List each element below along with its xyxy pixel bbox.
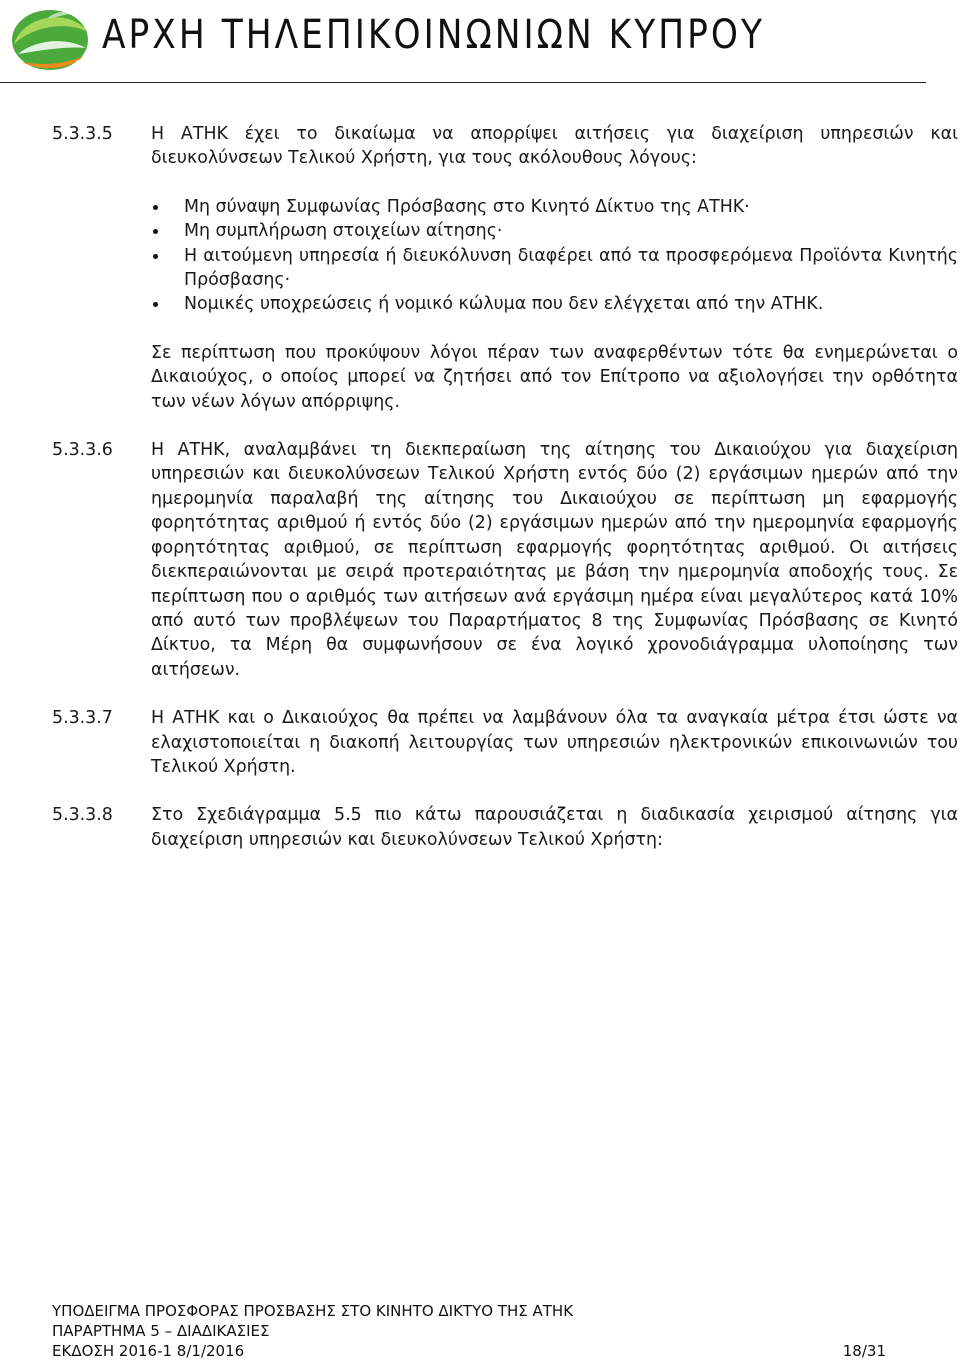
clause-number: 5.3.3.8	[52, 805, 113, 826]
page-header	[0, 0, 960, 84]
clause-5-3-3-8	[52, 803, 960, 852]
list-item: Η αιτούμενη υπηρεσία ή διευκόλυνση διαφέρει από τα προσφερόμενα Προϊόντα Κινητής Πρόσβασης·	[151, 244, 958, 293]
footer-annex: ΠΑΡΑΡΤΗΜΑ 5 – ΔΙΑΔΙΚΑΣΙΕΣ	[52, 1322, 270, 1340]
list-item: Μη συμπλήρωση στοιχείων αίτησης·	[151, 219, 958, 243]
clause-number: 5.3.3.5	[52, 124, 113, 144]
document-body	[52, 122, 960, 852]
clause-5-3-3-6	[52, 438, 960, 682]
list-item: Μη σύναψη Συμφωνίας Πρόσβασης στο Κινητό Δίκτυο της ΑΤΗΚ·	[151, 195, 958, 219]
clause-body	[151, 803, 958, 852]
page-number: 18/31	[842, 1342, 886, 1360]
organization-name: ΑΡΧΗ ΤΗΛΕΠΙΚΟΙΝΩΝΙΩΝ ΚΥΠΡΟΥ	[102, 12, 765, 58]
header-divider	[0, 82, 926, 83]
clause-body	[151, 122, 958, 414]
clause-intro: Η ΑΤΗΚ έχει το δικαίωμα να απορρίψει αιτήσεις για διαχείριση υπηρεσιών και διευκολύνσεων Τελικού Χρήστη, για τους ακόλουθους λόγους:	[151, 124, 958, 169]
footer-version: ΕΚΔΟΣΗ 2016-1 8/1/2016	[52, 1342, 245, 1360]
list-item: Νομικές υποχρεώσεις ή νομικό κώλυμα που δεν ελέγχεται από την ΑΤΗΚ.	[151, 292, 958, 316]
clause-text: Στο Σχεδιάγραμμα 5.5 πιο κάτω παρουσιάζεται η διαδικασία χειρισμού αίτησης για διαχείριση υπηρεσιών και διευκολύνσεων Τελικού Χρήστη:	[151, 805, 958, 850]
page-footer	[52, 1301, 886, 1361]
clause-body	[151, 706, 958, 779]
clause-followup: Σε περίπτωση που προκύψουν λόγοι πέραν των αναφερθέντων τότε θα ενημερώνεται ο Δικαιούχος, ο οποίος μπορεί να ζητήσει από τον Επίτροπο να αξιολογήσει την ορθότητα των νέων λόγων απόρριψης.	[151, 342, 958, 412]
clause-text: Η ΑΤΗΚ και ο Δικαιούχος θα πρέπει να λαμβάνουν όλα τα αναγκαία μέτρα έτσι ώστε να ελαχιστοποιείται η διακοπή λειτουργίας των υπηρεσιών ηλεκτρονικών επικοινωνιών του Τελικού Χρήστη.	[151, 708, 958, 777]
atik-leaf-logo-icon	[8, 4, 92, 72]
clause-body	[151, 438, 958, 682]
rejection-reasons-list	[151, 195, 958, 317]
clause-5-3-3-5	[52, 122, 960, 414]
clause-text: Η ΑΤΗΚ, αναλαμβάνει τη διεκπεραίωση της αίτησης του Δικαιούχου για διαχείριση υπηρεσιών και διευκολύνσεων Τελικού Χρήστη εντός δύο (2) εργάσιμων ημερών από την ημερομηνία παραλαβή της αίτησης του Δικαιούχου σε περίπτωση μη εφαρμογής φορητότητας αριθμού ή εντός δύο (2) εργάσιμων ημερών από την ημερομηνία εφαρμογής φορητότητας αριθμού, σε περίπτωση εφαρμογής φορητότητας αριθμού. Οι αιτήσεις διεκπεραιώνονται με σειρά προτεραιότητας με βάση την ημερομηνία αποδοχής τους. Σε περίπτωση που ο αριθμός των αιτήσεων ανά εργάσιμη ημέρα είναι μεγαλύτερος κατά 10% από αυτό των προβλέψεων του Παραρτήματος 8 της Συμφωνίας Πρόσβασης σε Κινητό Δίκτυο, τα Μέρη θα συμφωνήσουν σε ένα λογικό χρονοδιάγραμμα υλοποίησης των αιτήσεων.	[151, 440, 958, 680]
footer-document-title: ΥΠΟΔΕΙΓΜΑ ΠΡΟΣΦΟΡΑΣ ΠΡΟΣΒΑΣΗΣ ΣΤΟ ΚΙΝΗΤΟ ΔΙΚΤΥΟ ΤΗΣ ΑΤΗΚ	[52, 1302, 574, 1320]
clause-5-3-3-7	[52, 706, 960, 779]
clause-number: 5.3.3.6	[52, 440, 113, 461]
clause-number: 5.3.3.7	[52, 708, 113, 729]
